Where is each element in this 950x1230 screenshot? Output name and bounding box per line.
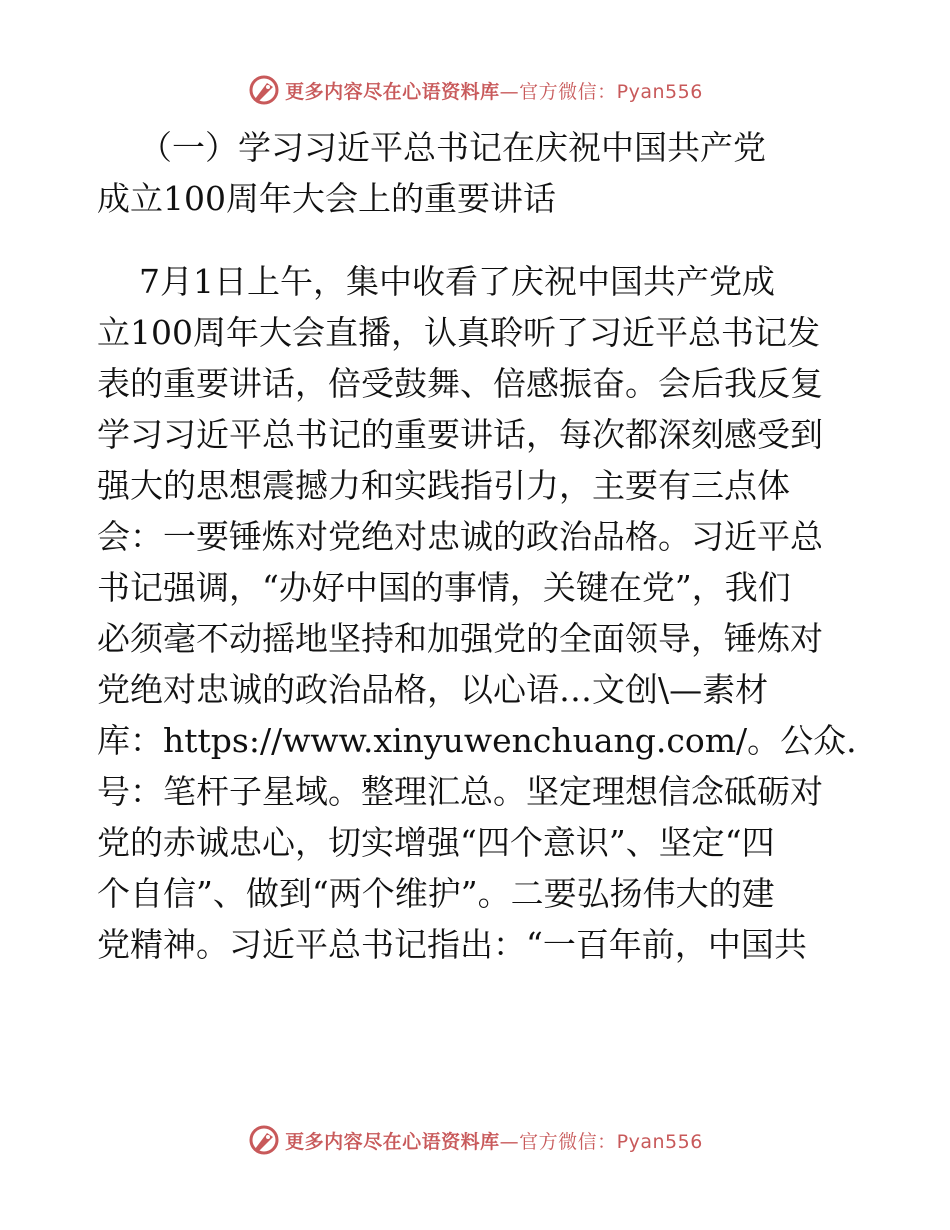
- heading-line: 成立100周年大会上的重要讲话: [97, 179, 556, 218]
- watermark-separator: —: [499, 80, 520, 103]
- pen-nib-logo-icon: [247, 1123, 281, 1157]
- paragraph-line: 强大的思想震撼力和实践指引力，主要有三点体: [97, 466, 790, 505]
- document-paragraph: [97, 256, 857, 970]
- paragraph-line: 立100周年大会直播，认真聆听了习近平总书记发: [97, 313, 820, 352]
- paragraph-line: 号：笔杆子星域。整理汇总。坚定理想信念砥砺对: [97, 772, 823, 811]
- paragraph-line: 学习习近平总书记的重要讲话，每次都深刻感受到: [97, 415, 823, 454]
- watermark-title: 更多内容尽在心语资料库: [285, 1130, 500, 1153]
- watermark-banner-bottom: [0, 1120, 950, 1160]
- pen-nib-logo-icon: [247, 73, 281, 107]
- paragraph-line: 会：一要锤炼对党绝对忠诚的政治品格。习近平总: [97, 517, 823, 556]
- paragraph-line: 书记强调，“办好中国的事情，关键在党”，我们: [97, 568, 791, 607]
- watermark-title: 更多内容尽在心语资料库: [285, 80, 500, 103]
- paragraph-line: 党的赤诚忠心，切实增强“四个意识”、坚定“四: [97, 823, 775, 862]
- watermark-account: 官方微信：Pyan556: [519, 1130, 703, 1153]
- paragraph-line: 库：https://www.xinyuwenchuang.com/。公众.: [97, 721, 857, 760]
- paragraph-line: 7月1日上午，集中收看了庆祝中国共产党成: [97, 262, 775, 301]
- watermark-text: [285, 77, 703, 104]
- watermark-separator: —: [499, 1130, 520, 1153]
- document-heading: [97, 122, 857, 224]
- paragraph-line: 党精神。习近平总书记指出：“一百年前，中国共: [97, 925, 807, 964]
- paragraph-line: 必须毫不动摇地坚持和加强党的全面领导，锤炼对: [97, 619, 823, 658]
- watermark-account: 官方微信：Pyan556: [519, 80, 703, 103]
- paragraph-line: 表的重要讲话，倍受鼓舞、倍感振奋。会后我反复: [97, 364, 823, 403]
- watermark-text: [285, 1127, 703, 1154]
- document-body: [97, 122, 857, 970]
- watermark-banner-top: [0, 70, 950, 110]
- heading-line: （一）学习习近平总书记在庆祝中国共产党: [97, 128, 766, 167]
- paragraph-line: 个自信”、做到“两个维护”。二要弘扬伟大的建: [97, 874, 775, 913]
- paragraph-line: 党绝对忠诚的政治品格，以心语…文创\—素材: [97, 670, 769, 709]
